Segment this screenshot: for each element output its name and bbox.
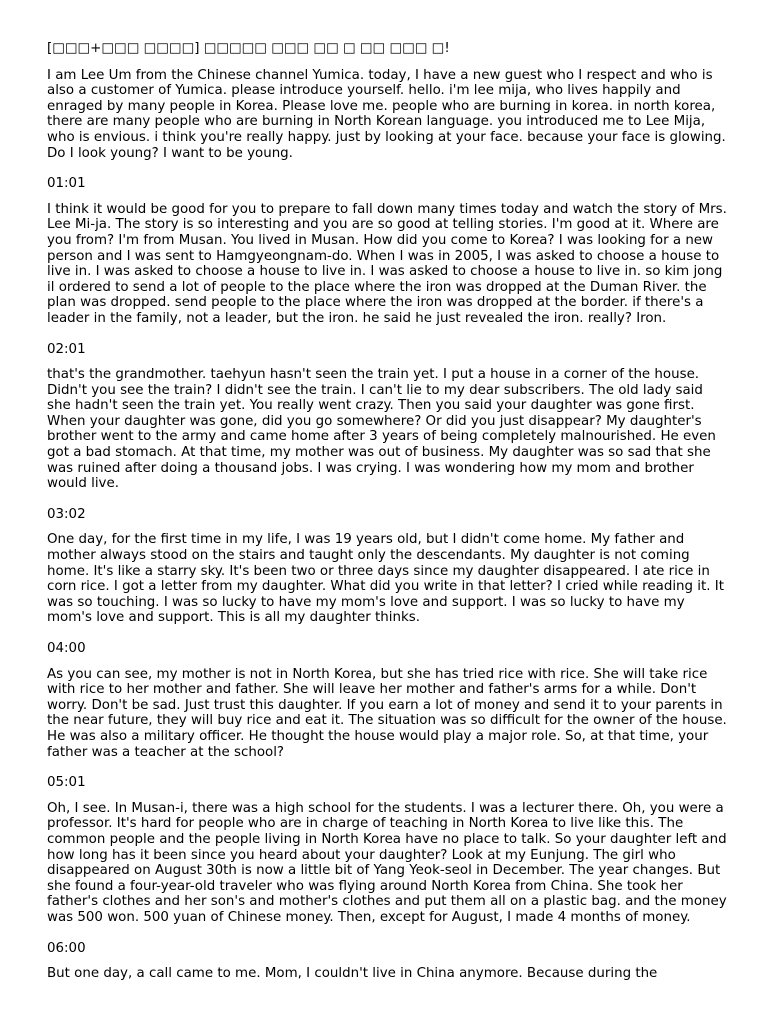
document-title: [□□□+□□□ □□□□] □□□□□ □□□ □□ □ □□ □□□ □! (47, 41, 450, 56)
transcript-paragraph: I am Lee Um from the Chinese channel Yumica. today, I have a new guest who I respect and who is also a customer of Yumica. please introduce yourself. hello. i'm lee mija, who lives happily and enraged by many people in Korea. Please love me. people who are burning in korea. in north korea, there are many people who are burning in North Korean language. you introduced me to Lee Mija, who is envious. i think you're really happy. just by looking at your face. because your face is glowing. Do I look young? I want to be young. (47, 67, 726, 161)
document-page (47, 41, 728, 997)
transcript-paragraph: Oh, I see. In Musan-i, there was a high school for the students. I was a lecturer there. Oh, you were a professor. It's hard for people who are in charge of teaching in North Korea to live like this. The common people and the people living in North Korea have no place to talk. So your daughter left and how long has it been since you heard about your daughter? Look at my Eunjung. The girl who disappeared on August 30th is now a little bit of Yang Yeok-seol in December. The year changes. But she found a four-year-old traveler who was flying around North Korea from China. She took her father's clothes and her son's and mother's clothes and put them all on a plastic bag. and the money was 500 won. 500 yuan of Chinese money. Then, except for August, I made 4 months of money. (47, 800, 727, 925)
timestamp: 01:01 (47, 176, 86, 192)
transcript-paragraph: I think it would be good for you to prepare to fall down many times today and watch the story of Mrs. Lee Mi-ja. The story is so interesting and you are so good at telling stories. I'm good at it. Where are you from? I'm from Musan. You lived in Musan. How did you come to Korea? I was looking for a new person and I was sent to Hamgyeongnam-do. When I was in 2005, I was asked to choose a house to live in. I was asked to choose a house to live in. I was asked to choose a house to live in. so kim jong il ordered to send a lot of people to the place where the iron was dropped at the Duman River. the plan was dropped. send people to the place where the iron was dropped at the border. if there's a leader in the family, not a leader, but the iron. he said he just revealed the iron. really? Iron. (47, 201, 727, 326)
timestamp: 05:01 (47, 775, 86, 791)
timestamp: 04:00 (47, 641, 86, 656)
timestamp: 03:02 (47, 506, 86, 522)
timestamp: 06:00 (47, 940, 86, 956)
transcript-paragraph: But one day, a call came to me. Mom, I couldn't live in China anymore. Because during the (47, 966, 658, 982)
transcript-paragraph: As you can see, my mother is not in North Korea, but she has tried rice with rice. She will take rice with rice to her mother and father. She will leave her mother and father's arms for a while. Don't worry. Don't be sad. Just trust this daughter. If you earn a lot of money and send it to your parents in the near future, they will buy rice and eat it. The situation was so difficult for the owner of the house. He was also a military officer. He thought the house would play a major role. So, at that time, your father was a teacher at the school? (47, 666, 727, 760)
transcript-paragraph: One day, for the first time in my life, I was 19 years old, but I didn't come home. My father and mother always stood on the stairs and taught only the descendants. My daughter is not coming home. It's like a starry sky. It's been two or three days since my daughter disappeared. I ate rice in corn rice. I got a letter from my daughter. What did you write in that letter? I cried while reading it. It was so touching. I was so lucky to have my mom's love and support. I was so lucky to have my mom's love and support. This is all my daughter thinks. (47, 532, 724, 626)
timestamp: 02:01 (47, 341, 86, 357)
transcript-paragraph: that's the grandmother. taehyun hasn't seen the train yet. I put a house in a corner of the house. Didn't you see the train? I didn't see the train. I can't lie to my dear subscribers. The old lady said she hadn't seen the train yet. You really went crazy. Then you said your daughter was gone first. When your daughter was gone, did you go somewhere? Or did you just disappear? My daughter's brother went to the army and came home after 3 years of being completely malnourished. He even got a bad stomach. At that time, my mother was out of business. My daughter was so sad that she was ruined after doing a thousand jobs. I was crying. I was wondering how my mom and brother would live. (47, 367, 716, 492)
